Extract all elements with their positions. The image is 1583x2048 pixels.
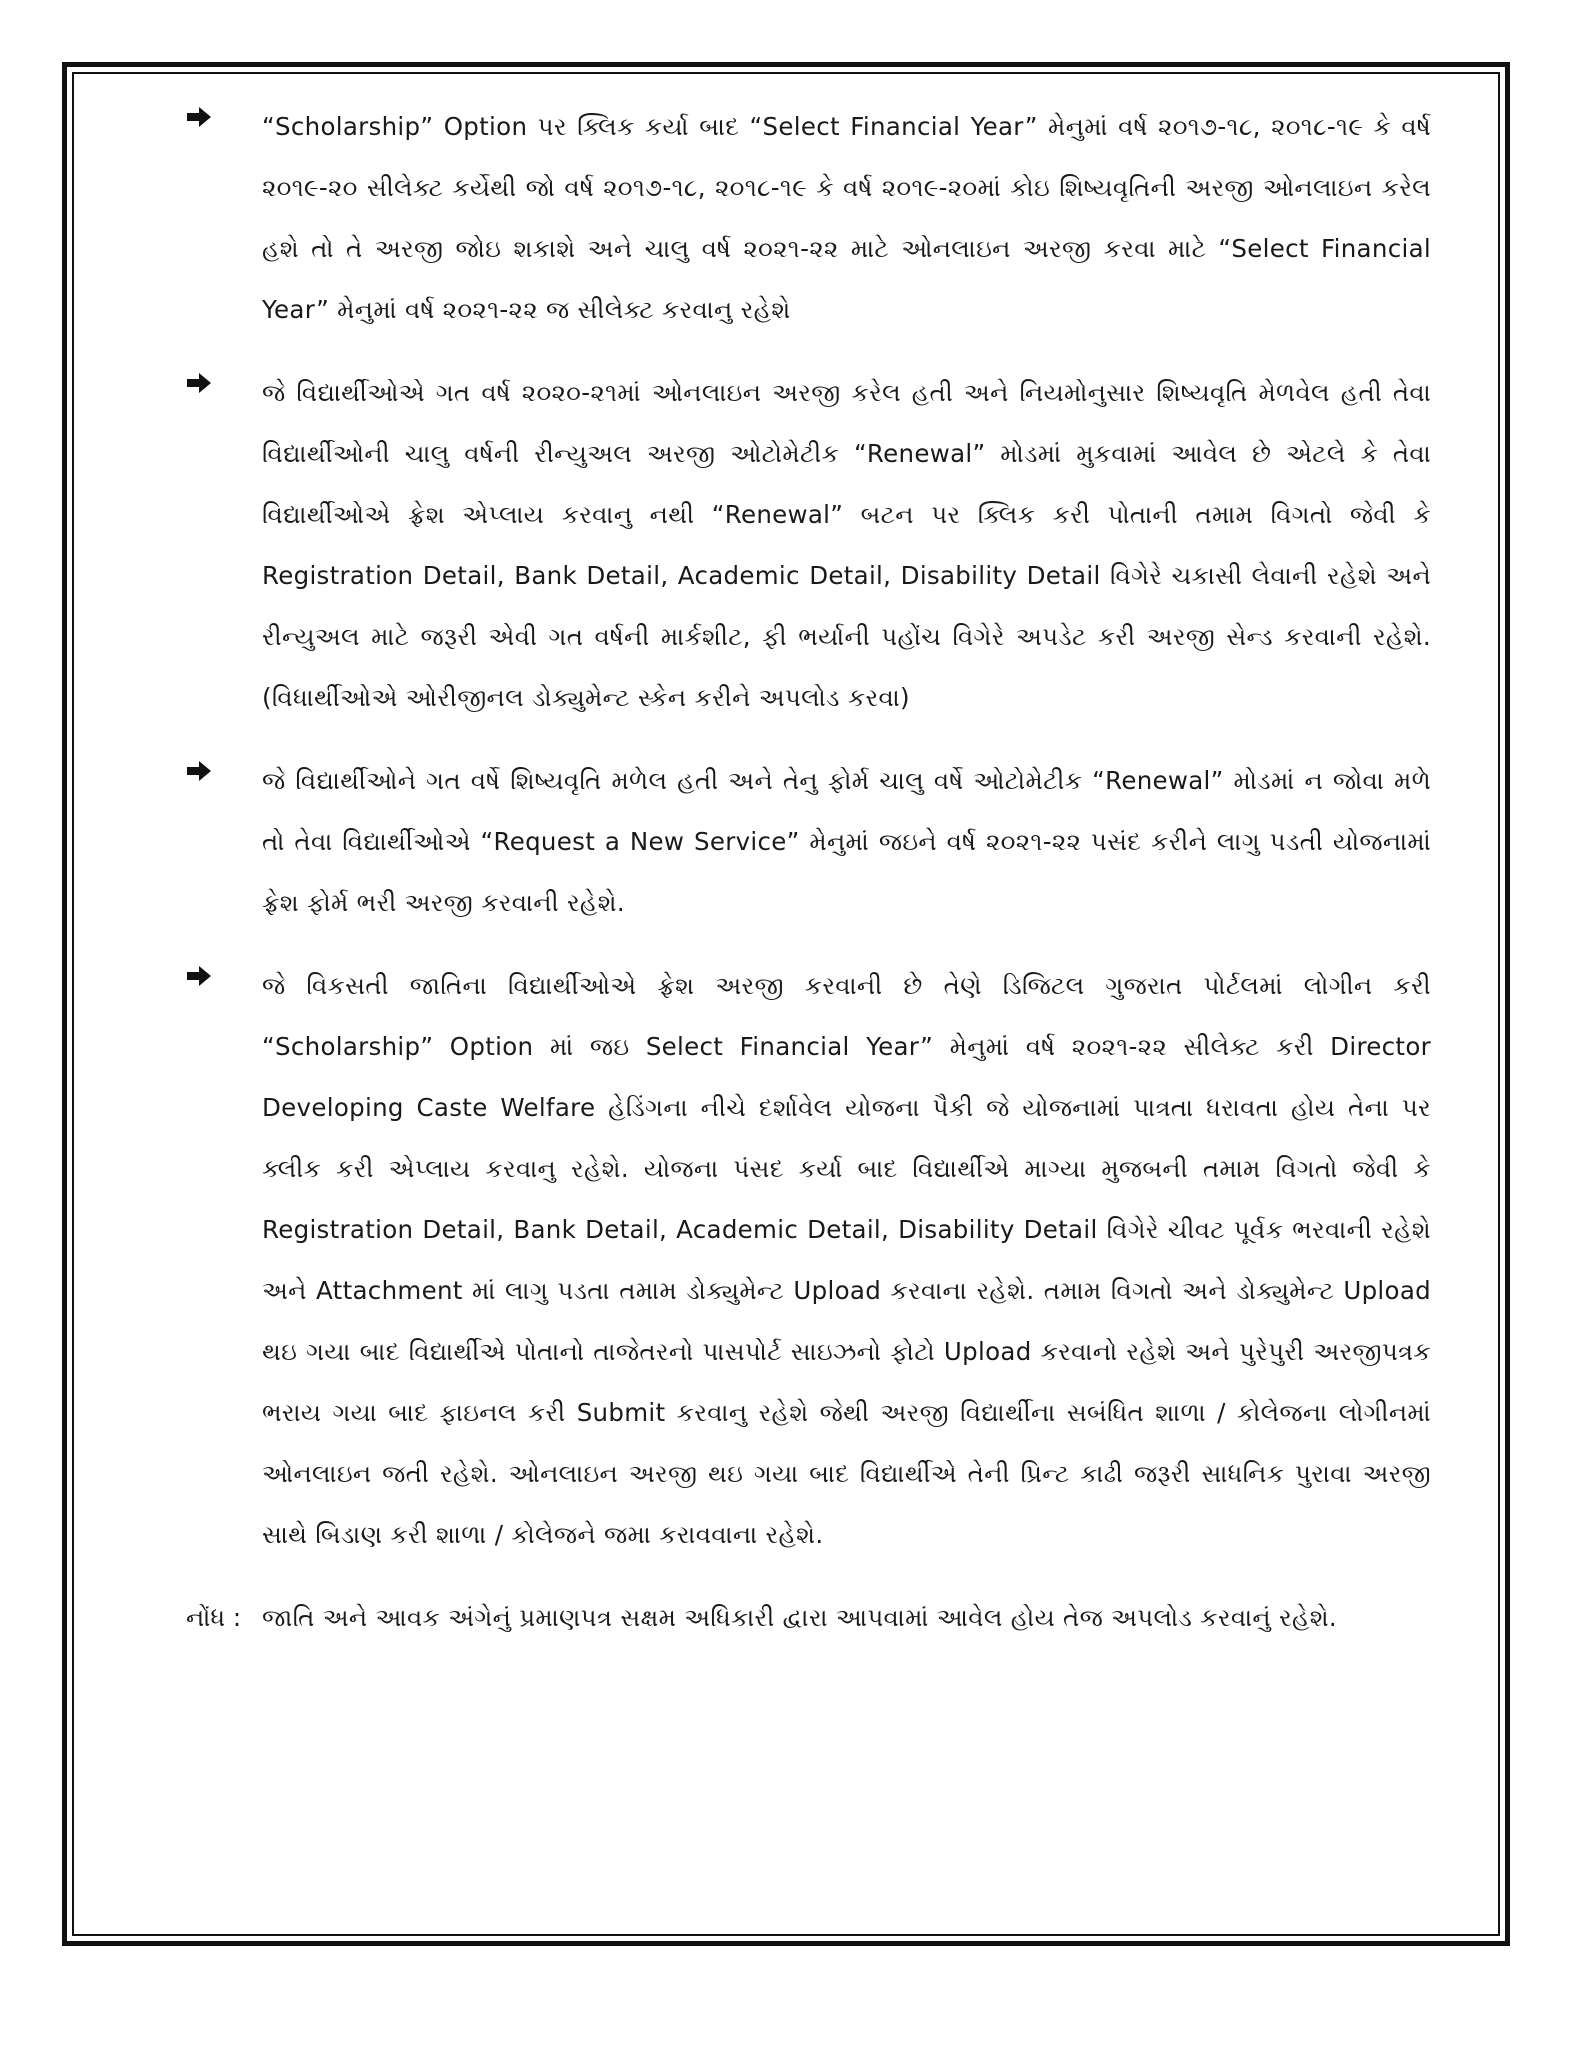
- bullet-text: જે વિદ્યાર્થીઓએ ગત વર્ષ ૨૦૨૦-૨૧માં ઓનલાઇન અરજી કરેલ હતી અને નિયમોનુસાર શિષ્યવૃતિ મેળવેલ હતી તેવા વિદ્યાર્થીઓની ચાલુ વર્ષની રીન્યુઅલ અરજી ઓટોમેટીક “Renewal” મોડમાં મુકવામાં આવેલ છે એટલે કે તેવા વિદ્યાર્થીઓએ ફ્રેશ એપ્લાય કરવાનુ નથી “Renewal” બટન પર ક્લિક કરી પોતાની તમામ વિગતો જેવી કે Registration Detail, Bank Detail, Academic Detail, Disability Detail વિગેરે ચકાસી લેવાની રહેશે અને રીન્યુઅલ માટે જરૂરી એવી ગત વર્ષની માર્કશીટ, ફી ભર્યાની પહોંચ વિગેરે અપડેટ કરી અરજી સેન્ડ કરવાની રહેશે. (વિધાર્થીઓએ ઓરીજીનલ ડોક્યુમેન્ટ સ્કેન કરીને અપલોડ કરવા): [262, 378, 1431, 712]
- bullet-text: જે વિકસતી જાતિના વિદ્યાર્થીઓએ ફ્રેશ અરજી કરવાની છે તેણે ડિજિટલ ગુજરાત પોર્ટલમાં લોગીન કરી “Scholarship” Option માં જઇ Select Financial Year” મેનુમાં વર્ષ ૨૦૨૧-૨૨ સીલેક્ટ કરી Director Developing Caste Welfare હેડિંગના નીચે દર્શાવેલ યોજના પૈકી જે યોજનામાં પાત્રતા ધરાવતા હોય તેના પર ક્લીક કરી એપ્લાય કરવાનુ રહેશે. યોજના પંસદ કર્યા બાદ વિદ્યાર્થીએ માગ્યા મુજબની તમામ વિગતો જેવી કે Registration Detail, Bank Detail, Academic Detail, Disability Detail વિગેરે ચીવટ પૂર્વક ભરવાની રહેશે અને Attachment માં લાગુ પડતા તમામ ડોક્યુમેન્ટ Upload કરવાના રહેશે. તમામ વિગતો અને ડોક્યુમેન્ટ Upload થઇ ગયા બાદ વિદ્યાર્થીએ પોતાનો તાજેતરનો પાસપોર્ટ સાઇઝનો ફોટો Upload કરવાનો રહેશે અને પુરેપુરી અરજીપત્રક ભરાય ગયા બાદ ફાઇનલ કરી Submit કરવાનુ રહેશે જેથી અરજી વિદ્યાર્થીના સબંધિત શાળા / કોલેજના લોગીનમાં ઓનલાઇન જતી રહેશે. ઓનલાઇન અરજી થઇ ગયા બાદ વિદ્યાર્થીએ તેની પ્રિન્ટ કાઢી જરૂરી સાધનિક પુરાવા અરજી સાથે બિડાણ કરી શાળા / કોલેજને જમા કરાવવાના રહેશે.: [262, 971, 1431, 1549]
- bullet-point-scholarship-option: [186, 96, 1431, 340]
- bullet-point-new-service: [186, 750, 1431, 933]
- bullet-point-fresh-application: [186, 955, 1431, 1565]
- document-body: [186, 96, 1431, 1648]
- bullet-text: “Scholarship” Option પર ક્લિક કર્યા બાદ “Select Financial Year” મેનુમાં વર્ષ ૨૦૧૭-૧૮, ૨૦૧૮-૧૯ કે વર્ષ ૨૦૧૯-૨૦ સીલેક્ટ કર્યેથી જો વર્ષ ૨૦૧૭-૧૮, ૨૦૧૮-૧૯ કે વર્ષ ૨૦૧૯-૨૦માં કોઇ શિષ્યવૃતિની અરજી ઓનલાઇન કરેલ હશે તો તે અરજી જોઇ શકાશે અને ચાલુ વર્ષ ૨૦૨૧-૨૨ માટે ઓનલાઇન અરજી કરવા માટે “Select Financial Year” મેનુમાં વર્ષ ૨૦૨૧-૨૨ જ સીલેક્ટ કરવાનુ રહેશે: [262, 112, 1431, 324]
- bullet-text: જે વિદ્યાર્થીઓને ગત વર્ષે શિષ્યવૃતિ મળેલ હતી અને તેનુ ફોર્મ ચાલુ વર્ષે ઓટોમેટીક “Renewal” મોડમાં ન જોવા મળે તો તેવા વિદ્યાર્થીઓએ “Request a New Service” મેનુમાં જઇને વર્ષ ૨૦૨૧-૨૨ પસંદ કરીને લાગુ પડતી યોજનામાં ફ્રેશ ફોર્મ ભરી અરજી કરવાની રહેશે.: [262, 766, 1431, 917]
- arrow-right-icon: [186, 104, 212, 130]
- arrow-right-icon: [186, 370, 212, 396]
- note-section: [186, 1587, 1431, 1648]
- note-text: જાતિ અને આવક અંગેનું પ્રમાણપત્ર સક્ષમ અધિકારી દ્વારા આપવામાં આવેલ હોય તેજ અપલોડ કરવાનું રહેશે.: [262, 1603, 1338, 1632]
- bullet-point-renewal: [186, 362, 1431, 728]
- note-label: નોંધ :: [186, 1603, 242, 1632]
- arrow-right-icon: [186, 758, 212, 784]
- arrow-right-icon: [186, 963, 212, 989]
